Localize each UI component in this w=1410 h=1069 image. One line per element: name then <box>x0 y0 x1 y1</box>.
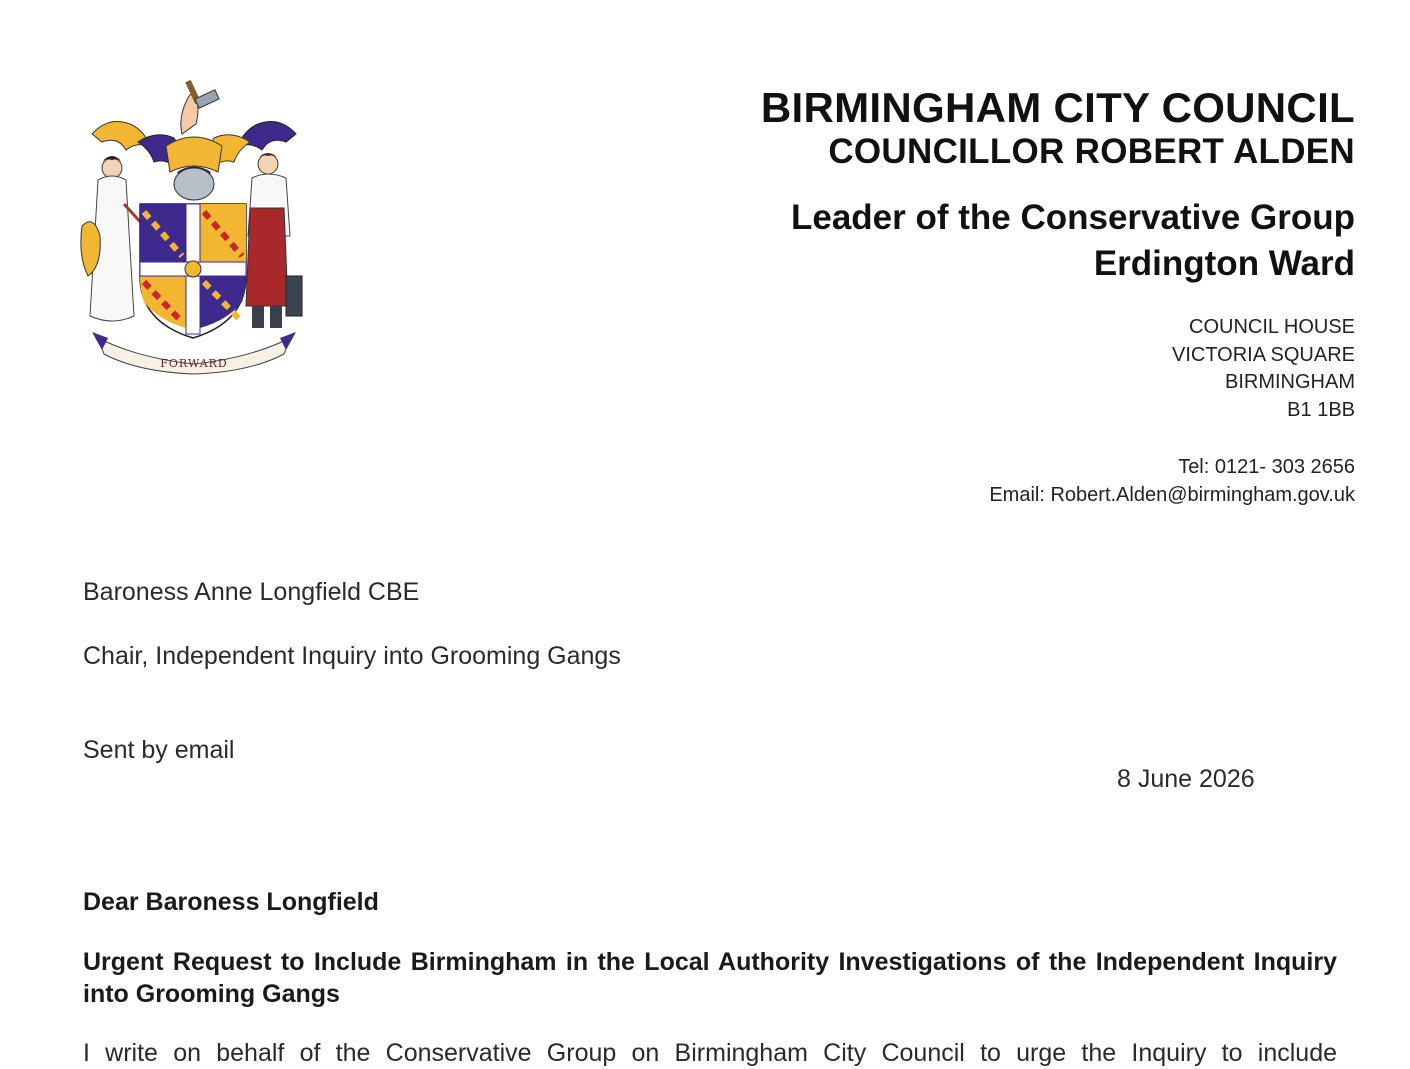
council-name: BIRMINGHAM CITY COUNCIL <box>760 84 1355 131</box>
recipient-role: Chair, Independent Inquiry into Grooming Gangs <box>83 642 621 670</box>
letter-subject: Urgent Request to Include Birmingham in the Local Authority Investigations of the Independent Inquiry into Grooming Gangs <box>83 948 1337 1008</box>
recipient-name: Baroness Anne Longfield CBE <box>83 578 420 606</box>
address-line-1: COUNCIL HOUSE <box>1189 316 1355 338</box>
crest-shield <box>140 204 246 338</box>
sender-address <box>1172 314 1355 424</box>
telephone: Tel: 0121- 303 2656 <box>1178 456 1355 478</box>
sender-contact <box>989 453 1355 509</box>
councillor-ward: Erdington Ward <box>1093 244 1355 283</box>
crest-arm-hammer <box>181 80 219 134</box>
coat-of-arms-logo <box>78 76 310 376</box>
delivery-method: Sent by email <box>83 736 235 764</box>
address-line-2: VICTORIA SQUARE <box>1171 343 1355 366</box>
councillor-name: COUNCILLOR ROBERT ALDEN <box>828 132 1355 171</box>
address-postcode: B1 1BB <box>1287 398 1355 421</box>
address-line-3: BIRMINGHAM <box>1225 371 1355 393</box>
opening-paragraph: I write on behalf of the Conservative Group on Birmingham City Council to urge the Inquiry to include <box>83 1039 1337 1067</box>
crest-right-supporter <box>246 153 302 328</box>
salutation: Dear Baroness Longfield <box>83 888 379 916</box>
email-address[interactable]: Email: Robert.Alden@birmingham.gov.uk <box>989 484 1355 506</box>
crest-left-supporter <box>81 156 144 321</box>
letter-date: 8 June 2026 <box>1117 765 1255 793</box>
councillor-role: Leader of the Conservative Group <box>790 198 1355 237</box>
crest-motto-text: FORWARD <box>160 357 228 370</box>
crest-helmet <box>174 168 214 200</box>
